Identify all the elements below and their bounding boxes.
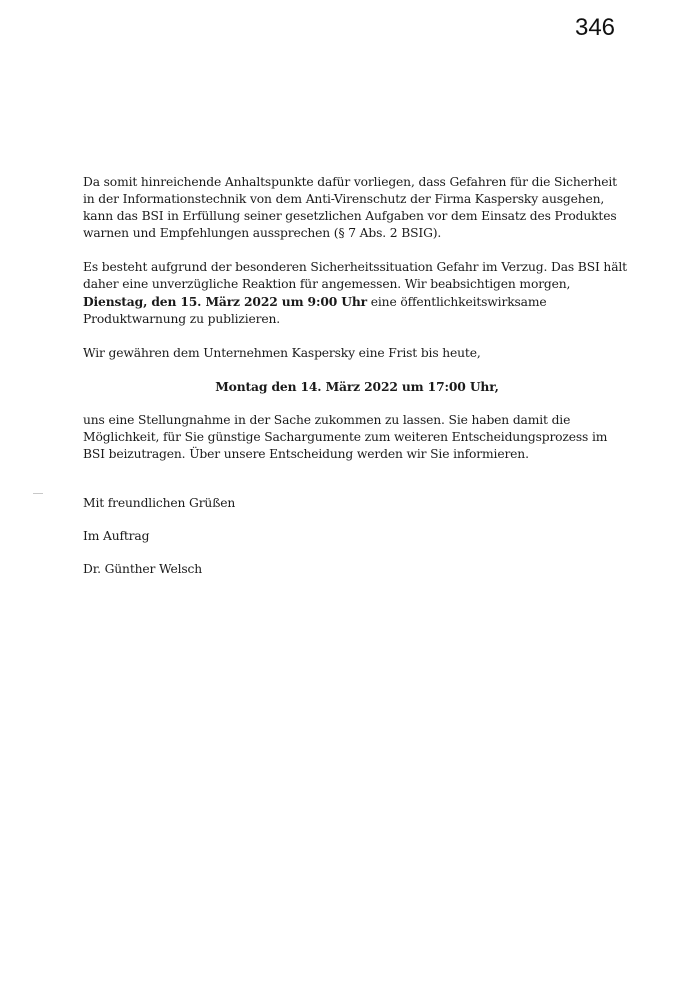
urgency-text: Es besteht aufgrund der besonderen Sicherheitssituation Gefahr im Verzug. Das BSI hält daher eine unverzügliche Reaktion für angemessen. Wir beabsichtigen morgen, (83, 260, 627, 291)
paragraph-legal-basis: Da somit hinreichende Anhaltspunkte dafür vorliegen, dass Gefahren für die Sicherheit in der Informationstechnik von dem Anti-Virenschutz der Firma Kaspersky ausgehen, kann das BSI in Erfüllung seiner gesetzlichen Aufgaben vor dem Einsatz des Produktes warnen und Empfehlungen aussprechen (§ 7 Abs. 2 BSIG). (83, 175, 617, 240)
warning-date: Dienstag, den 15. März 2022 um 9:00 Uhr (83, 294, 367, 309)
paragraph-deadline-intro: Wir gewähren dem Unternehmen Kaspersky eine Frist bis heute, (83, 346, 481, 360)
closing-greeting: Mit freundlichen Grüßen (83, 496, 236, 510)
paragraph-statement-request: uns eine Stellungnahme in der Sache zukommen zu lassen. Sie haben damit die Möglichkeit, für Sie günstige Sachargumente zum weiteren Entscheidungsprozess im BSI beizutragen. Über unsere Entscheidung werden wir Sie informieren. (83, 413, 608, 461)
urgency-text-end: eine öffentlichkeitswirksame Produktwarnung zu publizieren. (83, 295, 547, 326)
page-number: 346 (574, 14, 616, 41)
fold-mark (33, 493, 43, 494)
on-behalf-line: Im Auftrag (83, 529, 150, 543)
letter-body (83, 174, 631, 578)
deadline-date: Montag den 14. März 2022 um 17:00 Uhr, (215, 379, 499, 394)
signatory-name: Dr. Günther Welsch (83, 562, 203, 576)
paragraph-urgency (83, 259, 631, 328)
